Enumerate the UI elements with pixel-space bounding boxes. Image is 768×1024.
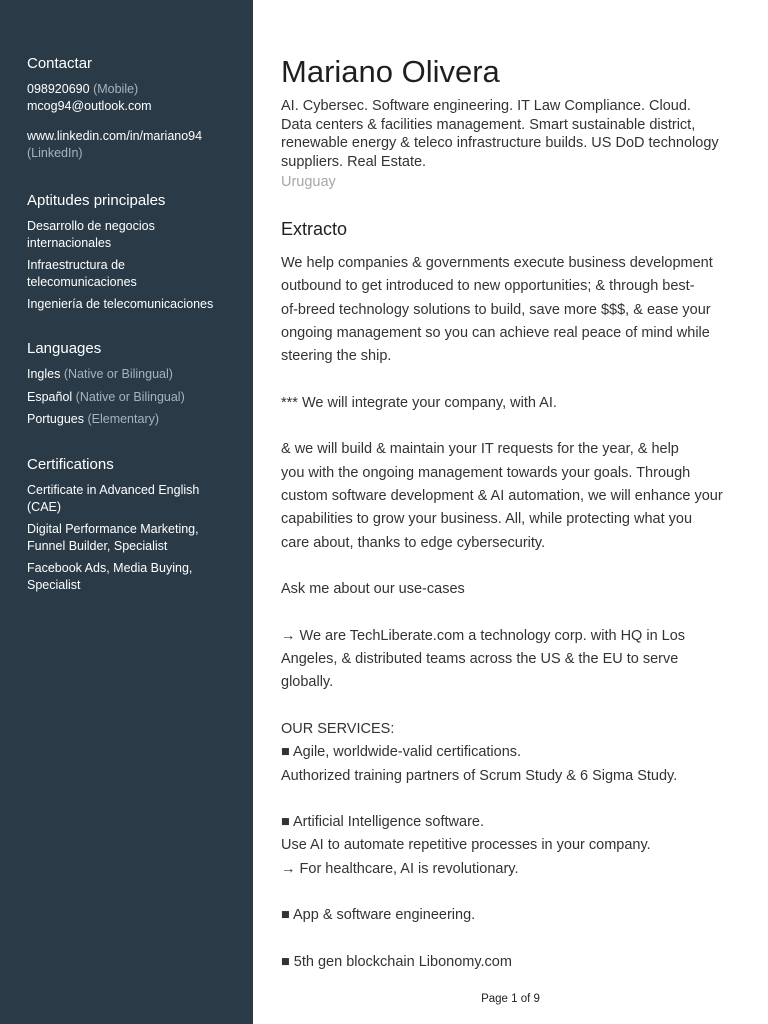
summary-line: Angeles, & distributed teams across the US & the EU to serve <box>281 651 679 668</box>
summary-line: & we will build & maintain your IT requests for the year, & help <box>281 441 679 458</box>
summary-line <box>281 928 751 951</box>
summary-line: → We are TechLiberate.com a technology corp. with HQ in Los <box>281 627 686 644</box>
languages-section <box>27 339 242 428</box>
skill-item: Ingeniería de telecomunicaciones <box>27 297 214 311</box>
summary-line <box>281 601 751 624</box>
email[interactable]: mcog94@outlook.com <box>27 98 152 113</box>
summary-line <box>281 415 751 438</box>
language-item: Español (Native or Bilingual) <box>27 389 185 404</box>
certifications-section <box>27 455 242 593</box>
summary-line: ongoing management so you can achieve real peace of mind while <box>281 324 710 341</box>
summary-line: steering the ship. <box>281 348 392 365</box>
summary-line: ■ Artificial Intelligence software. <box>281 814 484 831</box>
summary-line: OUR SERVICES: <box>281 720 395 737</box>
summary-line: → For healthcare, AI is revolutionary. <box>281 860 519 877</box>
certifications-title: Certifications <box>27 456 114 473</box>
phone-type: (Mobile) <box>93 82 139 96</box>
summary-line: Use AI to automate repetitive processes in your company. <box>281 837 651 854</box>
sidebar <box>0 0 253 1024</box>
summary-line: capabilities to grow your business. All, while protecting what you <box>281 511 693 528</box>
summary-line <box>281 555 751 578</box>
certification-item: Facebook Ads, Media Buying, Specialist <box>27 561 193 592</box>
summary-line: ■ Agile, worldwide-valid certifications. <box>281 744 522 761</box>
summary-line: *** We will integrate your company, with AI. <box>281 394 557 411</box>
contact-section <box>27 54 242 161</box>
page-number: Page 1 of 9 <box>481 993 540 1005</box>
summary-line: ■ 5th gen blockchain Libonomy.com <box>281 953 512 970</box>
summary-line <box>281 368 751 391</box>
language-item: Portugues (Elementary) <box>27 412 160 426</box>
summary-line <box>281 695 751 718</box>
skills-section <box>27 191 242 313</box>
summary-title: Extracto <box>281 219 348 239</box>
phone-number[interactable]: 098920690 <box>27 82 90 96</box>
summary-line: We help companies & governments execute business development <box>281 255 713 271</box>
summary-line: you with the ongoing management towards your goals. Through <box>281 464 691 481</box>
summary-line: outbound to get introduced to new opportunities; & through best- <box>281 278 695 295</box>
certification-item: Digital Performance Marketing, Funnel Builder, Specialist <box>27 522 199 553</box>
summary-text <box>281 252 751 974</box>
summary-line: ■ App & software engineering. <box>281 907 476 924</box>
summary-line: Ask me about our use-cases <box>281 581 465 598</box>
summary-line <box>281 788 751 811</box>
contact-title: Contactar <box>27 55 93 72</box>
certification-item: Certificate in Advanced English (CAE) <box>27 483 200 514</box>
headline: AI. Cybersec. Software engineering. IT Law Compliance. Cloud. Data centers & facilities management. Smart sustainable district, renewable energy & teleco infrastructure builds. US DoD technology suppliers. Real Estate. <box>281 98 719 170</box>
skill-item: Desarrollo de negocios internacionales <box>27 219 155 250</box>
languages-title: Languages <box>27 340 102 357</box>
language-item: Ingles (Native or Bilingual) <box>27 367 173 381</box>
linkedin-url[interactable]: www.linkedin.com/in/mariano94 <box>27 129 203 143</box>
summary-line: of-breed technology solutions to build, save more $$$, & ease your <box>281 301 711 318</box>
summary-line: custom software development & AI automation, we will enhance your <box>281 487 723 504</box>
profile-name: Mariano Olivera <box>281 54 500 89</box>
skills-title: Aptitudes principales <box>27 192 166 209</box>
skill-item: Infraestructura de telecomunicaciones <box>27 258 137 289</box>
location: Uruguay <box>281 174 336 190</box>
summary-line: care about, thanks to edge cybersecurity. <box>281 534 546 551</box>
summary-line: Authorized training partners of Scrum Study & 6 Sigma Study. <box>281 767 678 784</box>
summary-line: globally. <box>281 674 334 691</box>
summary-line <box>281 881 751 904</box>
linkedin-label: (LinkedIn) <box>27 145 83 160</box>
